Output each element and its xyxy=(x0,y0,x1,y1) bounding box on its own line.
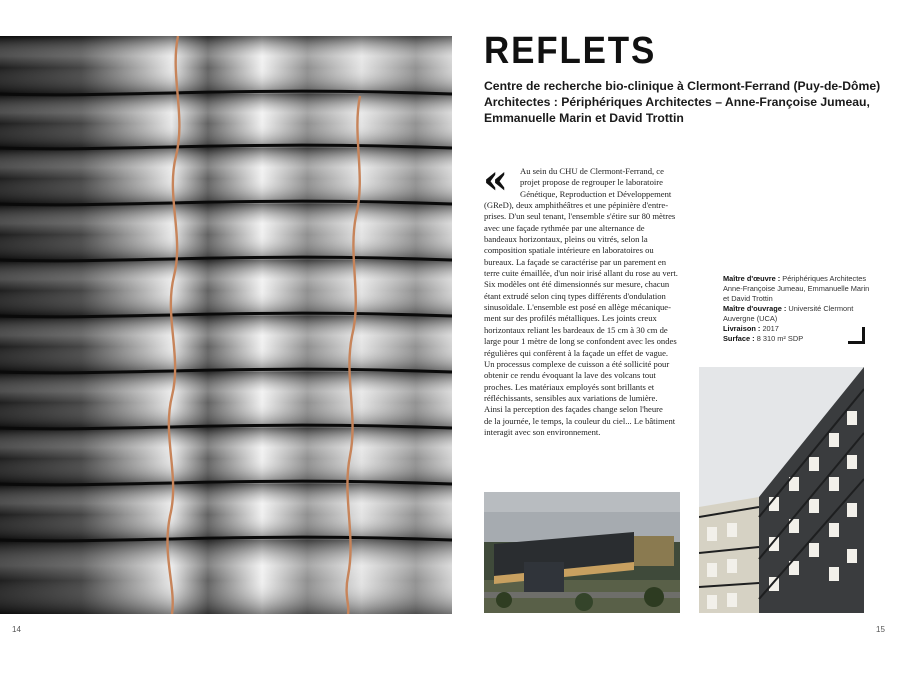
aerial-building-photo xyxy=(484,492,680,613)
credit-value: Anne-Françoise Jumeau, Emmanuelle Marin xyxy=(723,284,870,293)
body-line: ment sur des profilés métalliques. Les joints creux xyxy=(484,313,657,324)
body-line: étant extrudé selon cinq types différents d'ondulation xyxy=(484,290,666,301)
subtitle-line: Emmanuelle Marin et David Trottin xyxy=(484,111,684,125)
body-line: prises. D'un seul tenant, l'ensemble s'étire sur 80 mètres xyxy=(484,211,676,222)
page-number-left: 14 xyxy=(12,625,21,634)
credit-label: Livraison : xyxy=(723,324,761,333)
credit-value: Auvergne (UCA) xyxy=(723,314,778,323)
page-number-right: 15 xyxy=(876,625,885,634)
body-line: Ainsi la perception des façades change selon l'heure xyxy=(484,404,663,415)
body-line: terre cuite émaillée, d'un noir irisé allant du rose au vert. xyxy=(484,268,678,279)
credit-label: Maître d'œuvre : xyxy=(723,274,781,283)
body-line: large pour 1 mètre de long se confondent avec les ondes xyxy=(484,336,677,347)
body-line: horizontaux reliant les bardeaux de 15 cm à 30 cm de xyxy=(484,324,668,335)
body-line: sinusoïdale. L'ensemble est posé en allège mécanique- xyxy=(484,302,671,313)
subtitle-line: Centre de recherche bio-clinique à Clermont-Ferrand (Puy-de-Dôme) xyxy=(484,79,881,93)
subtitle-line: Architectes : Périphériques Architectes – Anne-Françoise Jumeau, xyxy=(484,95,870,109)
quote-mark-icon: « xyxy=(483,156,508,203)
body-line: interagit avec son environnement. xyxy=(484,426,601,437)
credit-value: 2017 xyxy=(762,324,779,333)
facade-detail-photo xyxy=(0,36,452,614)
credit-label: Surface : xyxy=(723,334,755,343)
body-line: composition spatiale intérieure en laboratoires ou xyxy=(484,245,654,256)
body-line: régulières qui confèrent à la façade un effet de vague. xyxy=(484,347,669,358)
corner-bracket-icon xyxy=(848,327,865,344)
body-line: obtenir ce rendu évoquant la lave des volcans tout xyxy=(484,370,656,381)
credit-value: Université Clermont xyxy=(788,304,854,313)
body-line: Un processus complexe de cuisson a été sollicité pour xyxy=(484,358,670,369)
credit-maitre-oeuvre xyxy=(723,274,873,284)
building-facade-photo xyxy=(699,367,864,613)
article-subtitle xyxy=(484,78,884,126)
credit-value: Périphériques Architectes xyxy=(782,274,867,283)
body-line: avec une façade rythmée par une alternance de xyxy=(484,222,645,233)
facade-tile-bands xyxy=(0,36,452,614)
credit-maitre-ouvrage xyxy=(723,304,873,314)
body-line: Six modèles ont été dimensionnés sur mesure, chacun xyxy=(484,279,670,290)
article-body xyxy=(484,166,678,438)
body-line: (GReD), deux amphithéâtres et une pépinière d'entre- xyxy=(484,200,669,211)
body-line: projet propose de regrouper le laboratoire xyxy=(520,177,663,188)
credit-label: Maître d'ouvrage : xyxy=(723,304,787,313)
body-line: Au sein du CHU de Clermont-Ferrand, ce xyxy=(520,166,664,176)
body-line: bureaux. La façade se caractérise par un parement en xyxy=(484,256,667,267)
body-line: réfléchissants, sensibles aux variations de lumière. xyxy=(484,392,658,403)
body-line: bandeaux horizontaux, pleins ou vitrés, selon la xyxy=(484,234,648,245)
credit-value: et David Trottin xyxy=(723,294,773,303)
body-line: Génétique, Reproduction et Développement xyxy=(520,188,672,199)
body-line: proches. Les matériaux employés sont brillants et xyxy=(484,381,655,392)
credit-value: 8 310 m² SDP xyxy=(756,334,804,343)
body-line: de la journée, le temps, la couleur du ciel... Le bâtiment xyxy=(484,415,676,426)
page-title: REFLETS xyxy=(484,30,657,72)
